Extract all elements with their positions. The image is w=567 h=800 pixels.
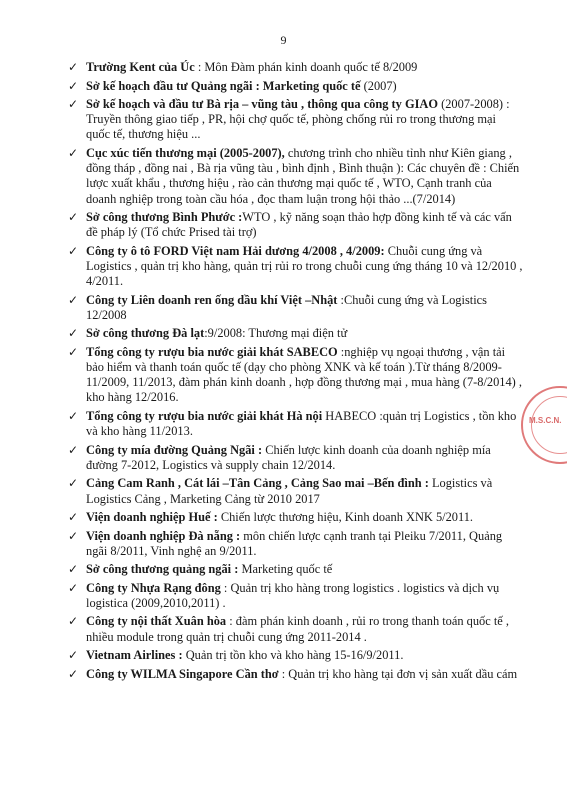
page-number: 9 [280,33,287,47]
list-item [68,345,523,406]
item-description: Chiến lược kinh doanh của doanh nghiệp mía đường 7-2012, Logistics và supply chain 12/2014. [86,442,491,472]
item-description: (2007) [360,78,397,93]
item-description: : đàm phán kinh doanh , rủi ro trong thanh toán quốc tế , nhiều module trong quản trị chuỗi cung ứng 2011-2014 . [86,614,509,644]
organization-name: Công ty Liên doanh ren ống dầu khí Việt –Nhật [86,292,338,307]
list-item [68,562,523,577]
list-item [68,443,523,473]
list-item [68,476,523,506]
organization-name: Trường Kent của Úc [86,60,195,74]
checkmark-icon: ✓ [68,326,79,341]
organization-name: Sở kế hoạch và đầu tư Bà rịa – vũng tàu , thông qua công ty GIAO [86,97,439,111]
item-description: :nghiệp vụ ngoại thương , vận tải bảo hiểm và thanh toán quốc tế (dạy cho phòng XNK và kế toán ).Từ tháng 8/2009-11/2009, 11/2013, đàm phán kinh doanh , hợp đồng thương mại , mua hàng (7-8/2014) , kho hàng 12/2016. [86,344,523,405]
checkmark-icon: ✓ [68,243,79,258]
organization-name: Viện doanh nghiệp Đà nẵng : [86,528,241,543]
organization-name: Cục xúc tiến thương mại (2005-2007), [86,145,285,160]
list-item [68,97,523,143]
checkmark-icon: ✓ [68,60,79,74]
organization-name: Sở kế hoạch đầu tư Quảng ngãi : Marketing quốc tế [86,78,361,93]
item-description: : Quản trị kho hàng tại đơn vị sản xuất dầu cám [278,666,518,681]
stamp-inner-ring [531,396,567,454]
organization-name: Công ty mía đường Quảng Ngãi : [86,442,263,457]
checkmark-icon: ✓ [68,648,79,663]
organization-name: Vietnam Airlines : [86,648,183,663]
item-description: WTO , kỹ năng soạn thảo hợp đồng kinh tế và các vấn đề pháp lý (Tổ chức Prised tài trợ) [86,210,512,240]
checkmark-icon: ✓ [68,210,79,225]
list-item [68,529,523,559]
item-description: môn chiến lược cạnh tranh tại Pleiku 7/2011, Quảng ngãi 8/2011, Vinh nghệ an 9/2011. [86,528,503,558]
checkmark-icon: ✓ [68,97,79,111]
item-description: Chuỗi cung ứng và Logistics , quản trị kho hàng, quản trị rủi ro trong chuỗi cung ứng tháng 10 và 12/2010 , 4/2011. [86,243,523,289]
organization-name: Sở công thương Bình Phước : [86,210,243,225]
item-description: Quản trị tồn kho và kho hàng 15-16/9/2011. [182,648,404,663]
item-description: :9/2008: Thương mại điện tử [204,326,348,341]
checkmark-icon: ✓ [68,666,79,681]
list-item [68,409,523,439]
checkmark-icon: ✓ [68,614,79,629]
checkmark-icon: ✓ [68,510,79,525]
list-item [68,210,523,240]
list-item [68,510,523,525]
checkmark-icon: ✓ [68,292,79,307]
checkmark-icon: ✓ [68,476,79,491]
organization-name: Sở công thương quảng ngãi : [86,562,239,577]
list-item [68,293,523,323]
item-description: Logistics và Logistics Cảng , Marketing Cảng từ 2010 2017 [86,476,493,506]
list-item [68,244,523,290]
list-item [68,667,523,682]
list-item [68,79,523,94]
checkmark-icon: ✓ [68,408,79,423]
organization-name: Công ty ô tô FORD Việt nam Hải dương 4/2008 , 4/2009: [86,243,385,258]
item-description: :Chuỗi cung ứng và Logistics 12/2008 [86,292,487,322]
checkmark-icon: ✓ [68,580,79,595]
checkmark-icon: ✓ [68,344,79,359]
organization-name: Công ty nội thất Xuân hòa [86,614,227,629]
organization-name: Viện doanh nghiệp Huế : [86,510,218,525]
organization-name: Công ty WILMA Singapore Cần thơ [86,666,279,681]
item-description: : Quản trị kho hàng trong logistics . logistics và dịch vụ logistica (2009,2010,2011) . [86,580,500,610]
organization-name: Cảng Cam Ranh , Cát lái –Tân Cảng , Cảng Sao mai –Bến đình : [86,476,429,491]
stamp-text: M.S.C.N. [529,416,562,425]
checkmark-icon: ✓ [68,562,79,577]
item-description: : Môn Đàm phán kinh doanh quốc tế 8/2009 [194,60,418,74]
checkmark-icon: ✓ [68,78,79,93]
list-item [68,326,523,341]
company-stamp [521,386,567,464]
list-item [68,614,523,644]
item-description: (2007-2008) : Truyền thông giao tiếp , PR, hội chợ quốc tế, phòng chống rủi ro trong thương mại quốc tế, thương hiệu ... [86,97,510,142]
checkmark-icon: ✓ [68,528,79,543]
list-item [68,581,523,611]
list-item [68,648,523,663]
checkmark-icon: ✓ [68,145,79,160]
item-description: Marketing quốc tế [238,562,333,577]
checkmark-icon: ✓ [68,442,79,457]
item-description: HABECO :quản trị Logistics , tồn kho và kho hàng 11/2013. [86,408,517,439]
item-description: Chiến lược thương hiệu, Kinh doanh XNK 5/2011. [217,510,474,525]
organization-name: Công ty Nhựa Rạng đông [86,580,221,595]
training-client-list [68,60,523,685]
item-description: chương trình cho nhiều tỉnh như Kiên giang , đồng tháp , đồng nai , Bà rịa vũng tàu , bình định , Bình thuận ): Các chuyên đề : Chiến lược xuất khẩu , thương hiệu , rào cản thương mại quốc tế , WTO, Cạnh tranh của doanh nghiệp trong toàn cầu hóa , đọc tham luận trong hội thảo ...(7/2014) [86,145,520,206]
organization-name: Tổng công ty rượu bia nước giải khát Hà nội [86,408,323,423]
list-item [68,146,523,207]
organization-name: Tổng công ty rượu bia nước giải khát SABECO [86,344,338,359]
organization-name: Sở công thương Đà lạt [86,326,205,341]
list-item [68,60,523,75]
